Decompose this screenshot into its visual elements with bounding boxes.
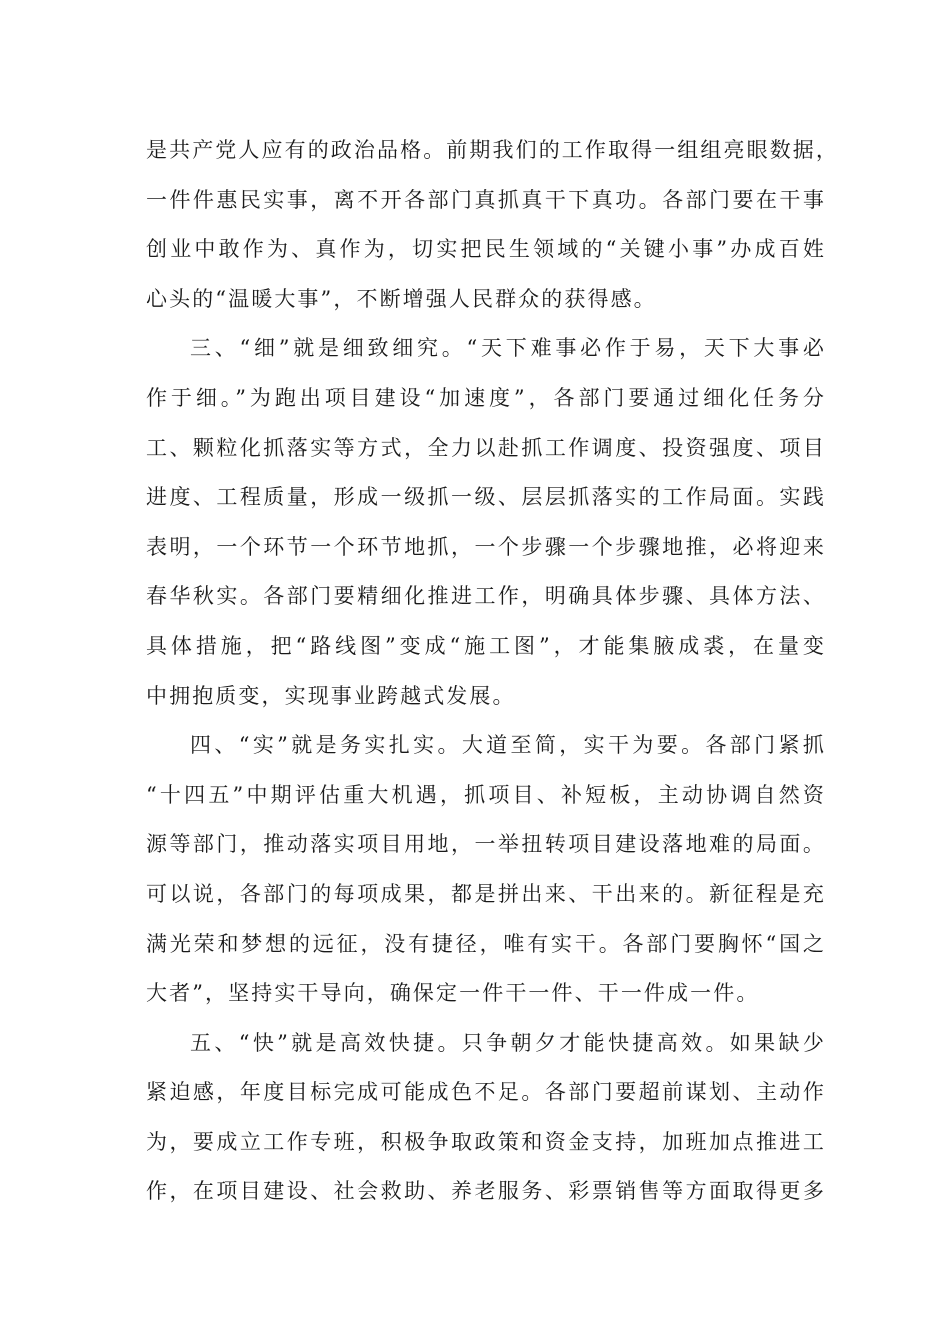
section-5-heading-line: 五、“快”就是高效快捷。只争朝夕才能快捷高效。如果缺少 [190,1030,826,1055]
text-line: 作，在项目建设、社会救助、养老服务、彩票销售等方面取得更多 [146,1179,826,1204]
text-line: 紧迫感，年度目标完成可能成色不足。各部门要超前谋划、主动作 [146,1080,826,1105]
text-line: 是共产党人应有的政治品格。前期我们的工作取得一组组亮眼数据， [146,138,839,162]
section-4-heading-line: 四、“实”就是务实扎实。大道至简，实干为要。各部门紧抓 [190,733,826,758]
text-line: 为，要成立工作专班，积极争取政策和资金支持，加班加点推进工 [146,1129,826,1154]
text-line: 春华秋实。各部门要精细化推进工作，明确具体步骤、具体方法、 [146,584,826,609]
text-line: 作于细。”为跑出项目建设“加速度”，各部门要通过细化任务分 [146,385,826,410]
text-line: 工、颗粒化抓落实等方式，全力以赴抓工作调度、投资强度、项目 [146,435,826,460]
section-3-heading-line: 三、“细”就是细致细究。“天下难事必作于易，天下大事必 [190,336,826,361]
text-line: 具体措施，把“路线图”变成“施工图”，才能集腋成裘，在量变 [146,633,826,658]
body-text [146,126,839,1217]
text-line: 大者”，坚持实干导向，确保定一件干一件、干一件成一件。 [146,981,760,1006]
text-line: 心头的“温暖大事”，不断增强人民群众的获得感。 [146,286,657,311]
text-line: 源等部门，推动落实项目用地，一举扭转项目建设落地难的局面。 [146,832,826,857]
text-line: 可以说，各部门的每项成果，都是拼出来、干出来的。新征程是充 [146,881,826,906]
text-line: 创业中敢作为、真作为，切实把民生领域的“关键小事”办成百姓 [146,237,826,262]
text-line: 中拥抱质变，实现事业跨越式发展。 [146,683,516,708]
text-line: 进度、工程质量，形成一级抓一级、层层抓落实的工作局面。实践 [146,485,826,510]
text-line: 表明，一个环节一个环节地抓，一个步骤一个步骤地推，必将迎来 [146,534,826,559]
text-line: “十四五”中期评估重大机遇，抓项目、补短板，主动协调自然资 [146,782,826,807]
text-line: 满光荣和梦想的远征，没有捷径，唯有实干。各部门要胸怀“国之 [146,931,826,956]
text-line: 一件件惠民实事，离不开各部门真抓真干下真功。各部门要在干事 [146,187,826,212]
